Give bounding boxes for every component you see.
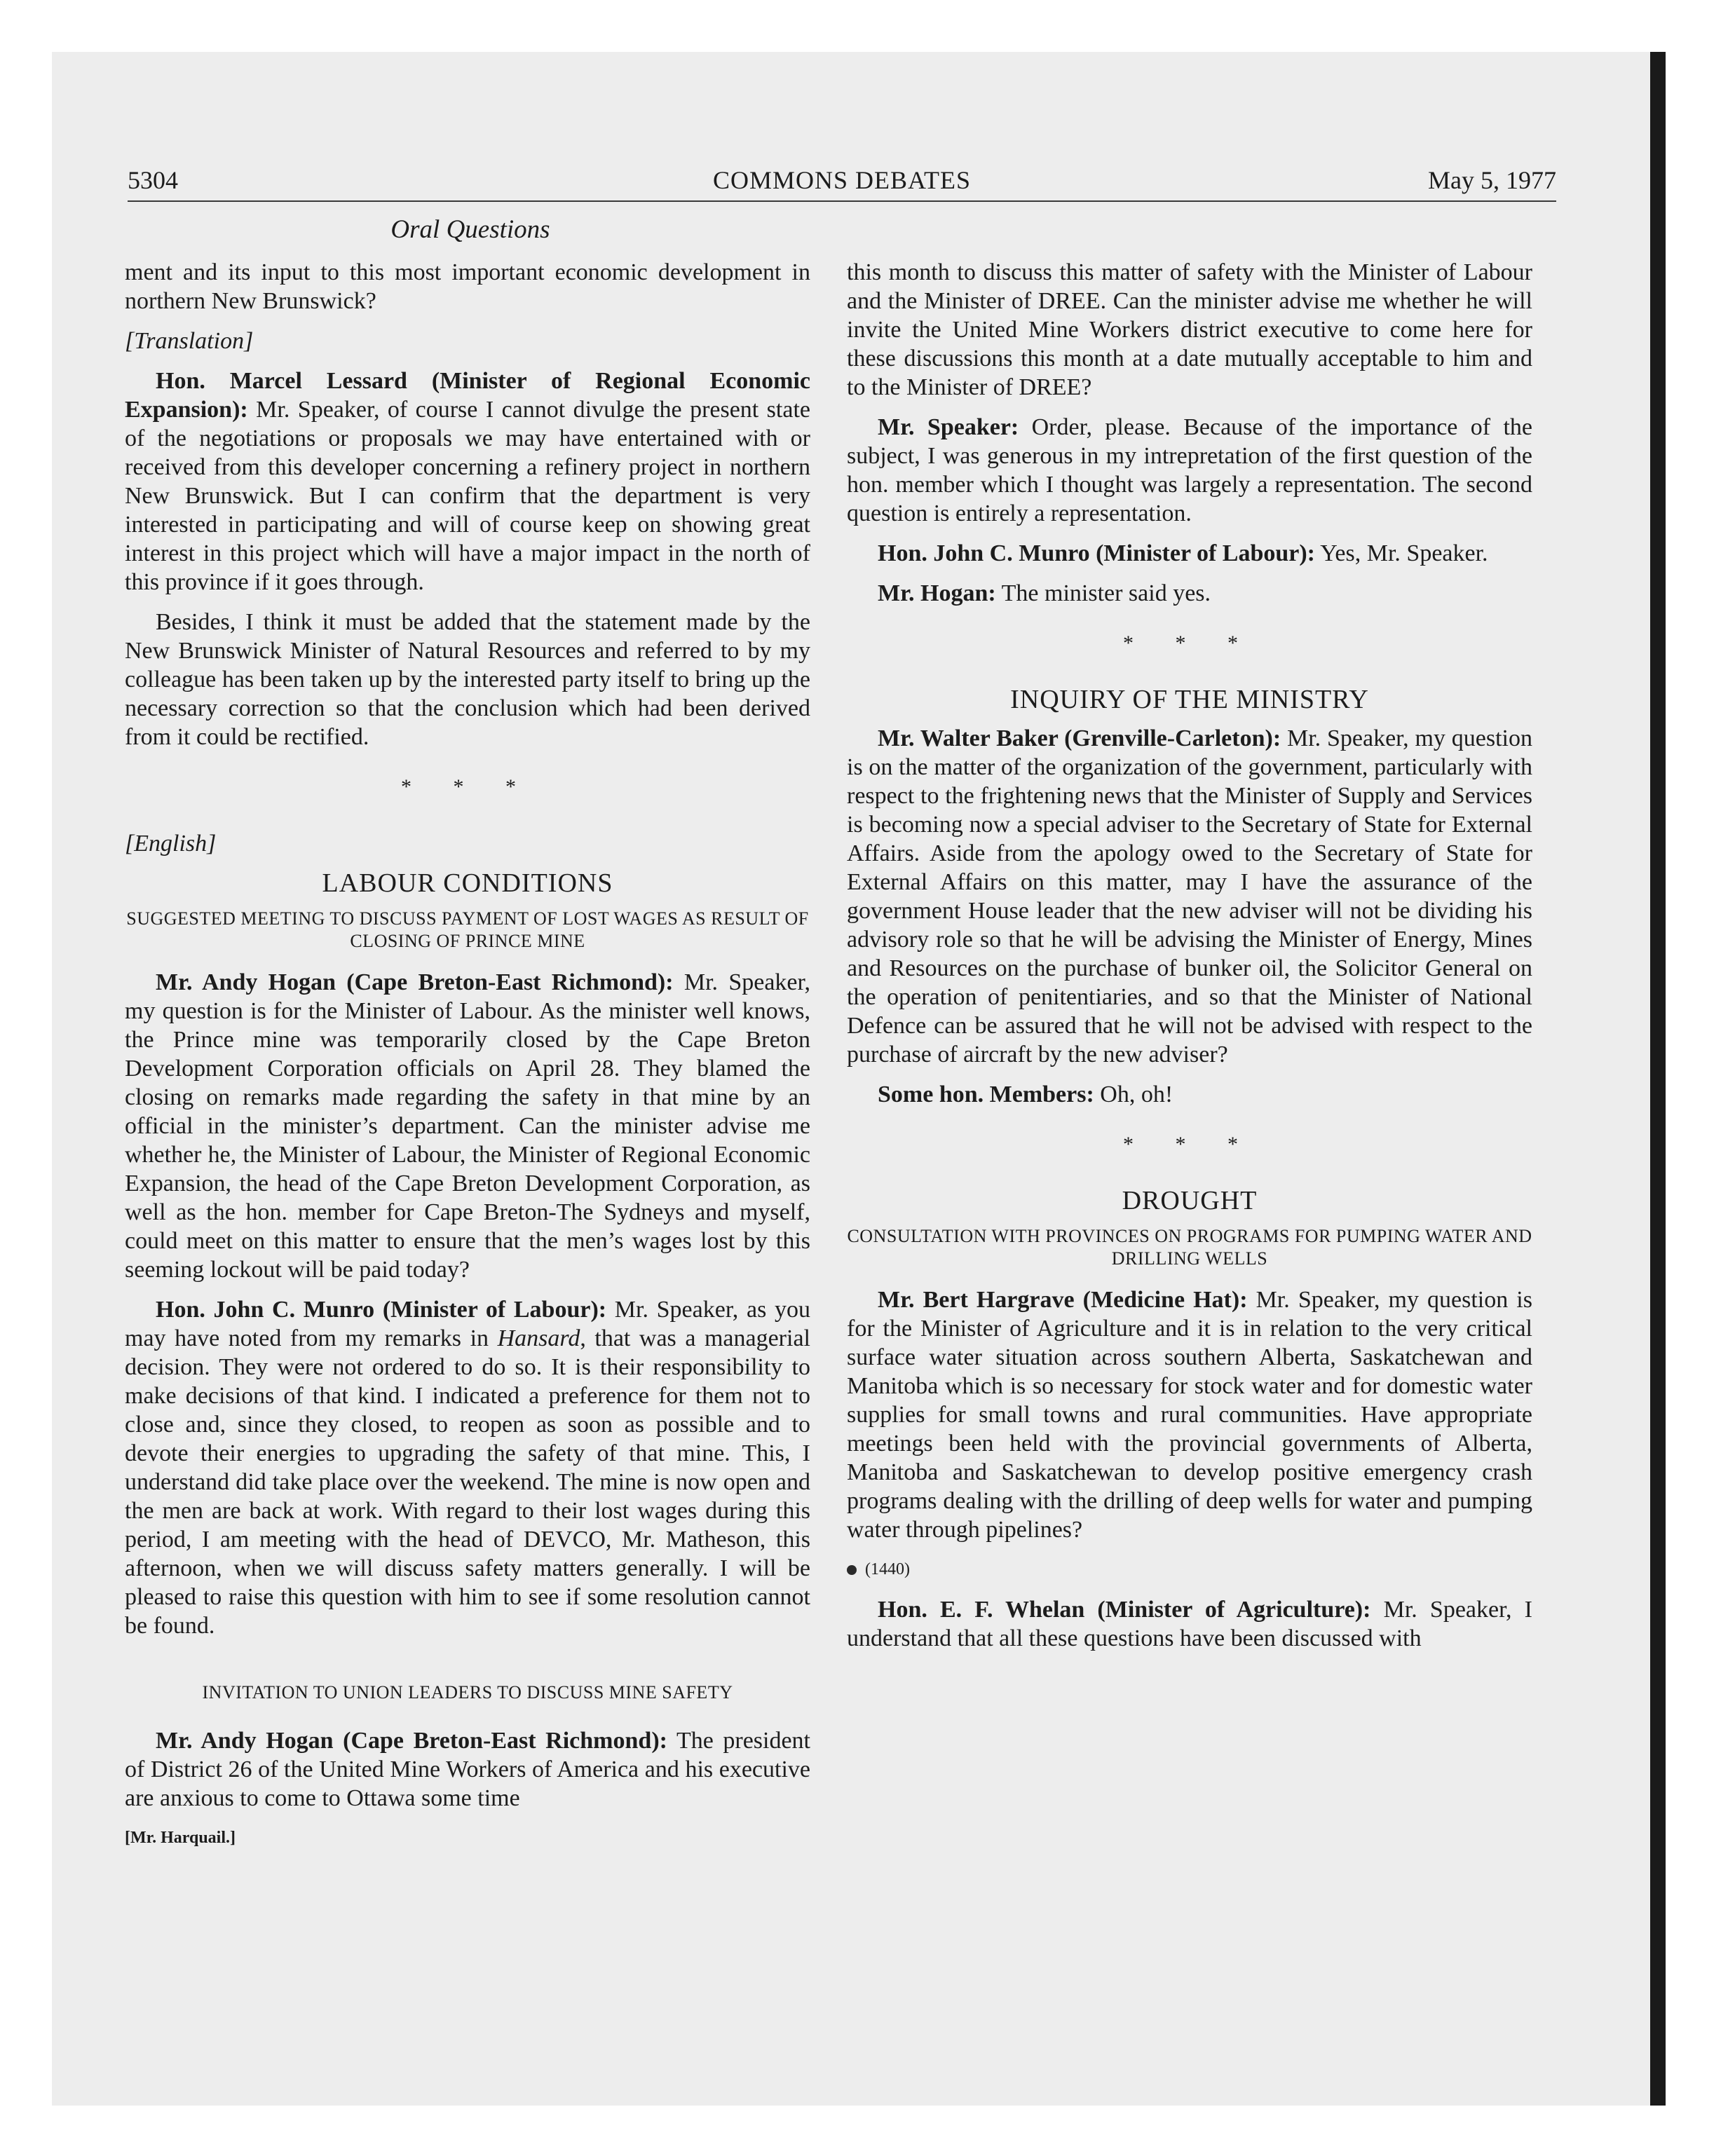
paragraph-hogan <box>125 968 810 1284</box>
paragraph-hogan <box>847 579 1532 608</box>
speech-text: Mr. Speaker, my question is for the Minister of Agriculture and it is in relation to the very critical surface water situation across southern Alberta, Saskatchewan and Manitoba which is so necessary for stock water and for domestic water supplies for small towns and rural communities. Have appropriate meetings been held with the provincial governments of Alberta, Manitoba and Saskatchewan to develop positive emergency crash programs dealing with the drilling of deep wells for water and pumping water through pipelines? <box>847 1287 1532 1543</box>
paragraph-speaker <box>847 413 1532 528</box>
speech-text: Mr. Speaker, my question is on the matter of the organization of the government, particularly with respect to the frightening news that the Minister of Supply and Services is becoming now a special adviser to the Secretary of State for External Affairs. Aside from the apology owed to the Secretary of State for External Affairs on this matter, may I have the assurance of the government House leader that the new adviser will not be dividing his advisory role so that he will be advising the Minister of Energy, Mines and Resources on the purchase of bunker oil, the Solicitor General on the operation of penitentiaries, and so that the Minister of National Defence can be assured that he will not be advised with respect to the purchase of aircraft by the new adviser? <box>847 725 1532 1067</box>
section-divider-stars: * * * <box>1123 632 1256 655</box>
speaker-name: Mr. Walter Baker (Grenville-Carleton): <box>878 725 1281 751</box>
speaker-name: Mr. Andy Hogan (Cape Breton-East Richmond): <box>156 969 674 995</box>
speech-text: Yes, Mr. Speaker. <box>1315 540 1488 566</box>
paragraph-lessard <box>125 367 810 596</box>
speech-text: Mr. Speaker, my question is for the Minister of Labour. As the minister well knows, the Prince mine was temporarily closed by the Cape Breton Development Corporation officials on April 28. They blamed the closing on remarks made regarding the safety in that mine by an official in the minister’s department. Can the minister advise me whether he, the Minister of Labour, the Minister of Regional Economic Expansion, the head of the Cape Breton Development Corporation, as well as the hon. member for Cape Breton-The Sydneys and myself, could meet on this matter to ensure that the men’s wages lost by this seeming lockout will be paid today? <box>125 969 810 1283</box>
paragraph-lessard-2: Besides, I think it must be added that the statement made by the New Brunswick Minister of Natural Resources and referred to by my colleague has been taken up by the interested party itself to bring up the necessary correction so that the conclusion which had been derived from it could be rectified. <box>125 609 810 750</box>
speaker-name: Hon. E. F. Whelan (Minister of Agriculture): <box>878 1597 1371 1623</box>
subheading-drought: CONSULTATION WITH PROVINCES ON PROGRAMS FOR PUMPING WATER AND DRILLING WELLS <box>847 1226 1532 1269</box>
paragraph-hargrave <box>847 1285 1532 1544</box>
paragraph-continued: ment and its input to this most important economic development in northern New Brunswick? <box>125 259 810 314</box>
section-divider-stars: * * * <box>401 775 534 798</box>
paragraph-whelan <box>847 1595 1532 1653</box>
scan-edge-bar <box>1650 52 1666 2106</box>
speaker-name: Hon. John C. Munro (Minister of Labour): <box>156 1297 607 1323</box>
speech-text: The president of District 26 of the United Mine Workers of America and his executive are anxious to come to Ottawa some time <box>125 1728 811 1811</box>
page-header <box>128 165 1556 200</box>
paragraph-continued: this month to discuss this matter of safety with the Minister of Labour and the Minister of DREE. Can the minister advise me whether he will invite the United Mine Workers district executive to come here for these discussions this month at a date mutually acceptable to him and to the Minister of DREE? <box>847 259 1532 400</box>
speaker-name: Mr. Speaker: <box>878 414 1019 440</box>
speaker-name: Mr. Bert Hargrave (Medicine Hat): <box>878 1287 1248 1313</box>
speaker-name: Hon. Marcel Lessard (Minister of Regional Economic Expansion): <box>125 368 810 423</box>
speaker-name: Mr. Andy Hogan (Cape Breton-East Richmond): <box>156 1728 667 1754</box>
paragraph-baker <box>847 724 1532 1069</box>
footer-speaker-tag: [Mr. Harquail.] <box>125 1829 236 1847</box>
speech-text: , that was a managerial decision. They were not ordered to do so. It is their responsibility to make decisions of that kind. I indicated a preference for them not to close and, since they closed, to reopen as soon as possible and to devote their energies to upgrading the safety of that mine. This, I understand did take place over the weekend. The mine is now open and the men are back at work. With regard to their lost wages during this period, I am meeting with the head of DEVCO, Mr. Matheson, this afternoon, when we will discuss safety matters generally. I will be pleased to raise this question with him to see if some resolution cannot be found. <box>125 1325 810 1639</box>
publication-title: COMMONS DEBATES <box>712 166 972 194</box>
subheading-invitation: INVITATION TO UNION LEADERS TO DISCUSS MINE SAFETY <box>202 1682 733 1703</box>
speech-text: Mr. Speaker, as you may have noted from my remarks in <box>125 1297 810 1351</box>
header-rule <box>128 200 1556 202</box>
right-column <box>847 258 1532 1664</box>
page-number: 5304 <box>128 166 178 194</box>
section-heading-inquiry: INQUIRY OF THE MINISTRY <box>1010 685 1369 714</box>
language-tag-english: [English] <box>125 831 217 857</box>
paragraph-hogan-2 <box>125 1726 810 1813</box>
left-column <box>125 258 810 1864</box>
running-head: Oral Questions <box>390 215 550 244</box>
subheading-labour: SUGGESTED MEETING TO DISCUSS PAYMENT OF LOST WAGES AS RESULT OF CLOSING OF PRINCE MINE <box>126 908 809 951</box>
paragraph-munro <box>125 1295 810 1640</box>
paragraph-members <box>847 1080 1532 1109</box>
speech-text: The minister said yes. <box>995 580 1211 606</box>
section-heading-drought: DROUGHT <box>1122 1186 1258 1215</box>
speech-text: Order, please. Because of the importance of the subject, I was generous in my intrepretation of the first question of the hon. member which I thought was largely a representation. The second question is entirely a representation. <box>847 414 1532 526</box>
bullet-dot-icon <box>847 1565 857 1575</box>
publication-date: May 5, 1977 <box>1428 166 1556 194</box>
speech-text: Mr. Speaker, I understand that all these questions have been discussed with <box>847 1597 1532 1651</box>
time-marker-text: (1440) <box>865 1560 910 1578</box>
language-tag-translation: [Translation] <box>125 328 254 354</box>
speaker-name: Hon. John C. Munro (Minister of Labour): <box>878 540 1316 566</box>
time-marker <box>847 1555 1532 1584</box>
speech-text: Oh, oh! <box>1094 1082 1173 1107</box>
section-heading-labour: LABOUR CONDITIONS <box>322 868 613 898</box>
speaker-name: Some hon. Members: <box>878 1082 1094 1107</box>
hansard-italic: Hansard <box>497 1325 580 1351</box>
speaker-name: Mr. Hogan: <box>878 580 996 606</box>
paragraph-munro <box>847 539 1532 568</box>
section-divider-stars: * * * <box>1123 1133 1256 1156</box>
speech-text: Mr. Speaker, of course I cannot divulge the present state of the negotiations or proposals we may have entertained with or received from this developer concerning a refinery project in northern New Brunswick. But I can confirm that the department is very interested in participating and will of course keep on showing great interest in this project which will have a major impact in the north of this province if it goes through. <box>125 397 810 595</box>
